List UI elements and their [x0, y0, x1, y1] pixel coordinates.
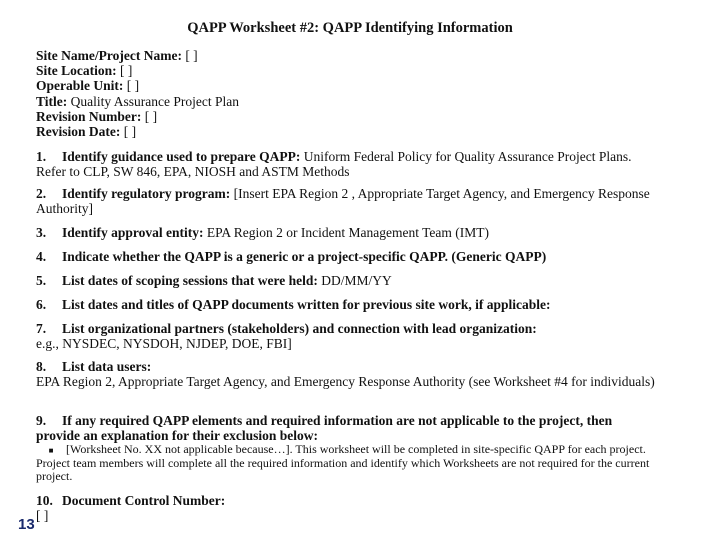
item-value: Uniform Federal Policy for Quality Assurance Project Plans. Refer to CLP, SW 846, EPA, NIOSH and ASTM Methods — [36, 149, 632, 179]
item-value: [ ] — [36, 507, 49, 523]
page-number: 13 — [18, 516, 35, 533]
revision-number-value: [ ] — [144, 108, 158, 124]
item-value: DD/MM/YY — [321, 273, 392, 288]
item-10 — [36, 494, 656, 523]
item-label: List organizational partners (stakeholders) and connection with lead organization: — [62, 321, 537, 336]
item-9 — [36, 414, 656, 443]
site-name-label: Site Name/Project Name: — [36, 48, 182, 63]
item-number: 8. — [36, 359, 47, 374]
item-2 — [36, 187, 656, 216]
site-location-value: [ ] — [120, 63, 133, 79]
operable-unit-label: Operable Unit: — [36, 78, 124, 94]
item-label: Document Control Number: — [62, 493, 226, 508]
revision-number-row — [36, 109, 239, 124]
item-label: Indicate whether the QAPP is a generic or a project-specific QAPP. (Generic QAPP) — [62, 249, 547, 264]
item-7 — [36, 322, 656, 351]
revision-date-value: [ ] — [123, 124, 137, 140]
item-label: If any required QAPP elements and required information are not applicable to the project, then provide an explanation for their exclusion below: — [36, 413, 613, 443]
item-number: 7. — [36, 321, 47, 336]
item-value: EPA Region 2 or Incident Management Team (IMT) — [206, 225, 490, 240]
operable-unit-row — [36, 78, 239, 93]
item-number: 4. — [36, 249, 47, 264]
item-label: Identify regulatory program: — [62, 186, 231, 201]
item-number: 9. — [36, 413, 47, 428]
item-label: Identify guidance used to prepare QAPP: — [62, 149, 301, 164]
item-number: 10. — [36, 493, 53, 508]
site-name-row — [36, 48, 239, 63]
item-3 — [36, 226, 656, 241]
item-value: [Insert EPA Region 2 , Appropriate Target Agency, and Emergency Response Authority] — [36, 186, 650, 216]
title-value: Quality Assurance Project Plan — [70, 93, 239, 109]
item-5 — [36, 274, 656, 289]
item-4 — [36, 250, 656, 265]
site-name-value: [ ] — [185, 48, 198, 63]
bullet-text: [Worksheet No. XX not applicable because…]. This worksheet will be completed in site-specific QAPP for each project. Project team members will complete all the required information and identify which Worksheets are not required for the current project. — [36, 442, 650, 484]
item-6 — [36, 298, 656, 313]
revision-date-label: Revision Date: — [36, 124, 121, 140]
exclusion-bullet — [36, 443, 656, 483]
identifying-header — [36, 48, 239, 139]
item-number: 6. — [36, 297, 47, 312]
item-label: List dates and titles of QAPP documents written for previous site work, if applicable: — [62, 297, 551, 312]
site-location-label: Site Location: — [36, 63, 117, 79]
bullet-icon: ■ — [48, 445, 54, 455]
item-number: 1. — [36, 149, 47, 164]
item-1 — [36, 150, 656, 179]
site-location-row — [36, 63, 239, 78]
revision-number-label: Revision Number: — [36, 108, 142, 124]
item-number: 3. — [36, 225, 47, 240]
item-value: EPA Region 2, Appropriate Target Agency, and Emergency Response Authority (see Worksheet #4 for individuals) — [36, 373, 655, 389]
item-label: Identify approval entity: — [62, 225, 204, 240]
worksheet-title: QAPP Worksheet #2: QAPP Identifying Information — [187, 20, 513, 36]
item-value: e.g., NYSDEC, NYSDOH, NJDEP, DOE, FBI] — [36, 335, 292, 351]
revision-date-row — [36, 124, 239, 139]
item-label: List data users: — [62, 359, 152, 374]
operable-unit-value: [ ] — [126, 78, 140, 94]
title-label: Title: — [36, 93, 68, 109]
item-8 — [36, 360, 656, 389]
item-label: List dates of scoping sessions that were held: — [62, 273, 318, 288]
item-number: 2. — [36, 186, 47, 201]
title-row — [36, 94, 239, 109]
item-number: 5. — [36, 273, 47, 288]
